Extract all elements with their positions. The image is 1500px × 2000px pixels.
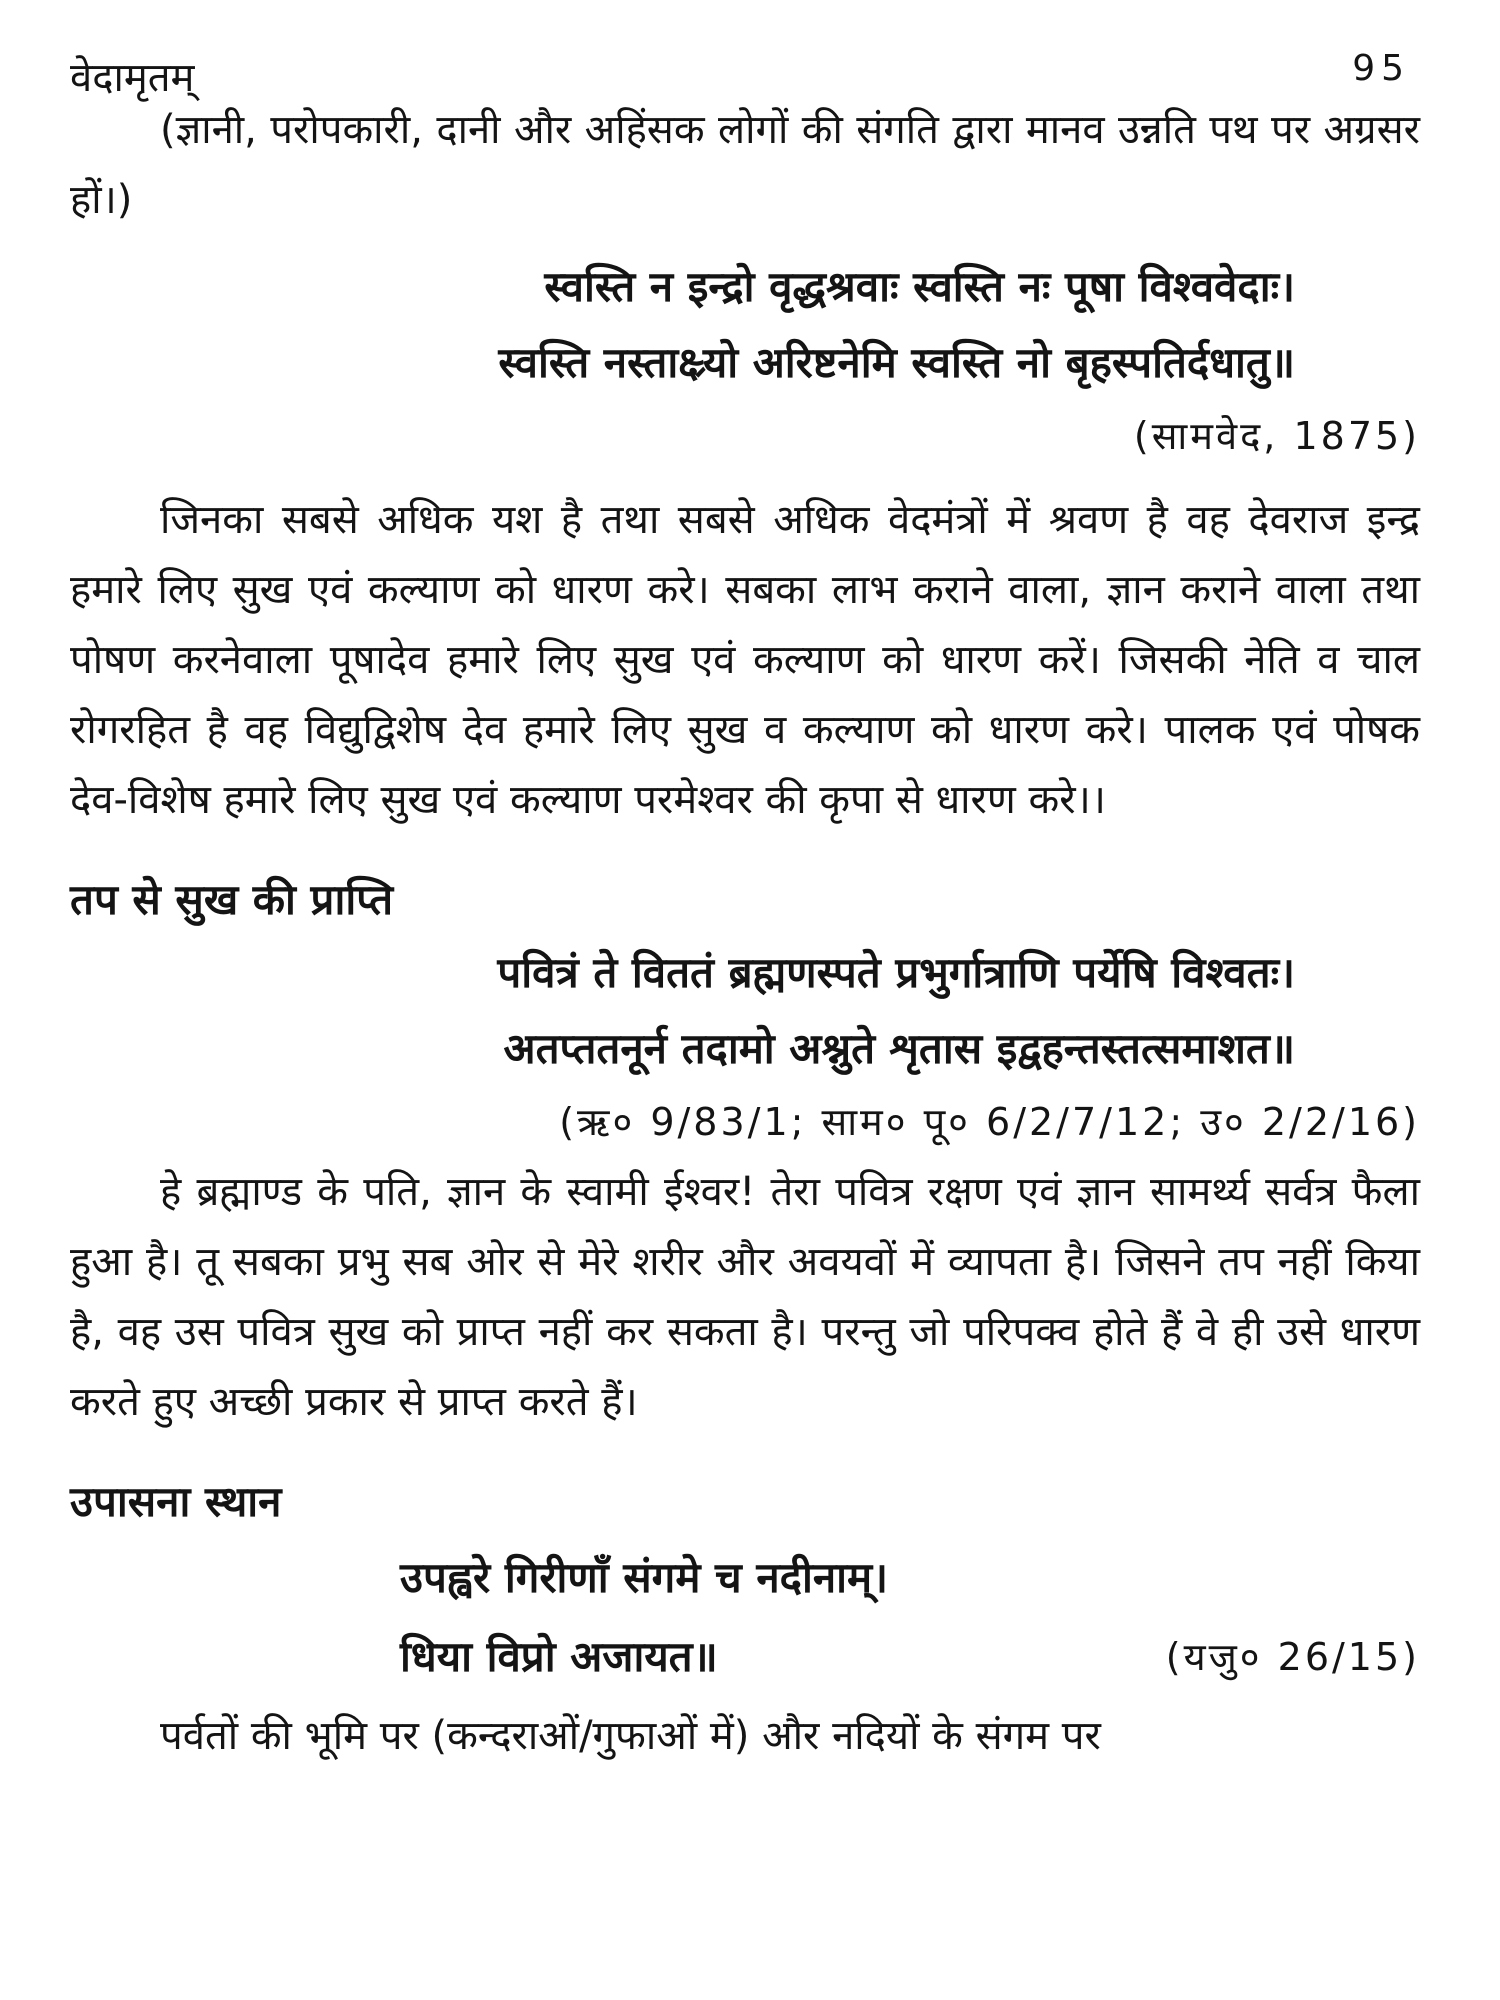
book-title: वेदामृतम्	[70, 55, 195, 101]
verse-2-line-1: पवित्रं ते विततं ब्रह्मणस्पते प्रभुर्गात्राणि पर्येषि विश्वतः।	[497, 948, 1295, 997]
verse-3-line-2: धिया विप्रो अजायत॥	[400, 1632, 718, 1681]
paragraph-2: हे ब्रह्माण्ड के पति, ज्ञान के स्वामी ईश्वर! तेरा पवित्र रक्षण एवं ज्ञान सामर्थ्य सर्वत्र फैला हुआ है। तू सबका प्रभु सब ओर से मेरे शरीर और अवयवों में व्यापता है। जिसने तप नहीं किया है, वह उस पवित्र सुख को प्राप्त नहीं कर सकता है। परन्तु जो परिपक्व होते हैं वे ही उसे धारण करते हुए अच्छी प्रकार से प्राप्त करते हैं।	[70, 1169, 1420, 1425]
intro-paragraph: (ज्ञानी, परोपकारी, दानी और अहिंसक लोगों की संगति द्वारा मानव उन्नति पथ पर अग्रसर हों।)	[70, 107, 1420, 223]
paragraph-3: पर्वतों की भूमि पर (कन्दराओं/गुफाओं में) और नदियों के संगम पर	[160, 1713, 1101, 1759]
verse-3-reference: (यजु० 26/15)	[1165, 1635, 1420, 1679]
page-number: 95	[1352, 48, 1410, 89]
verse-1-line-2: स्वस्ति नस्ताक्ष्र्यो अरिष्टनेमि स्वस्ति नो बृहस्पतिर्दधातु॥	[498, 338, 1295, 387]
verse-2-reference: (ऋ० 9/83/1; साम० पू० 6/2/7/12; उ० 2/2/16)	[559, 1100, 1420, 1144]
verse-3-line-1: उपह्वरे गिरीणाँ संगमे च नदीनाम्।	[400, 1553, 889, 1602]
verse-1-line-1: स्वस्ति न इन्द्रो वृद्धश्रवाः स्वस्ति नः पूषा विश्ववेदाः।	[544, 262, 1295, 311]
verse-1-reference: (सामवेद, 1875)	[1133, 414, 1420, 458]
section-heading-1: तप से सुख की प्राप्ति	[70, 875, 394, 924]
section-heading-2: उपासना स्थान	[70, 1477, 282, 1526]
paragraph-1: जिनका सबसे अधिक यश है तथा सबसे अधिक वेदमंत्रों में श्रवण है वह देवराज इन्द्र हमारे लिए सुख एवं कल्याण को धारण करे। सबका लाभ कराने वाला, ज्ञान कराने वाला तथा पोषण करनेवाला पूषादेव हमारे लिए सुख एवं कल्याण को धारण करें। जिसकी नेति व चाल रोगरहित है वह विद्युद्विशेष देव हमारे लिए सुख व कल्याण को धारण करे। पालक एवं पोषक देव-विशेष हमारे लिए सुख एवं कल्याण परमेश्वर की कृपा से धारण करे।।	[70, 497, 1420, 823]
verse-2-line-2: अतप्ततनूर्न तदामो अश्नुते शृतास इद्वहन्तस्तत्समाशत॥	[503, 1024, 1295, 1073]
verse-3-line-2-row	[70, 1619, 1420, 1701]
running-header	[70, 0, 1420, 101]
